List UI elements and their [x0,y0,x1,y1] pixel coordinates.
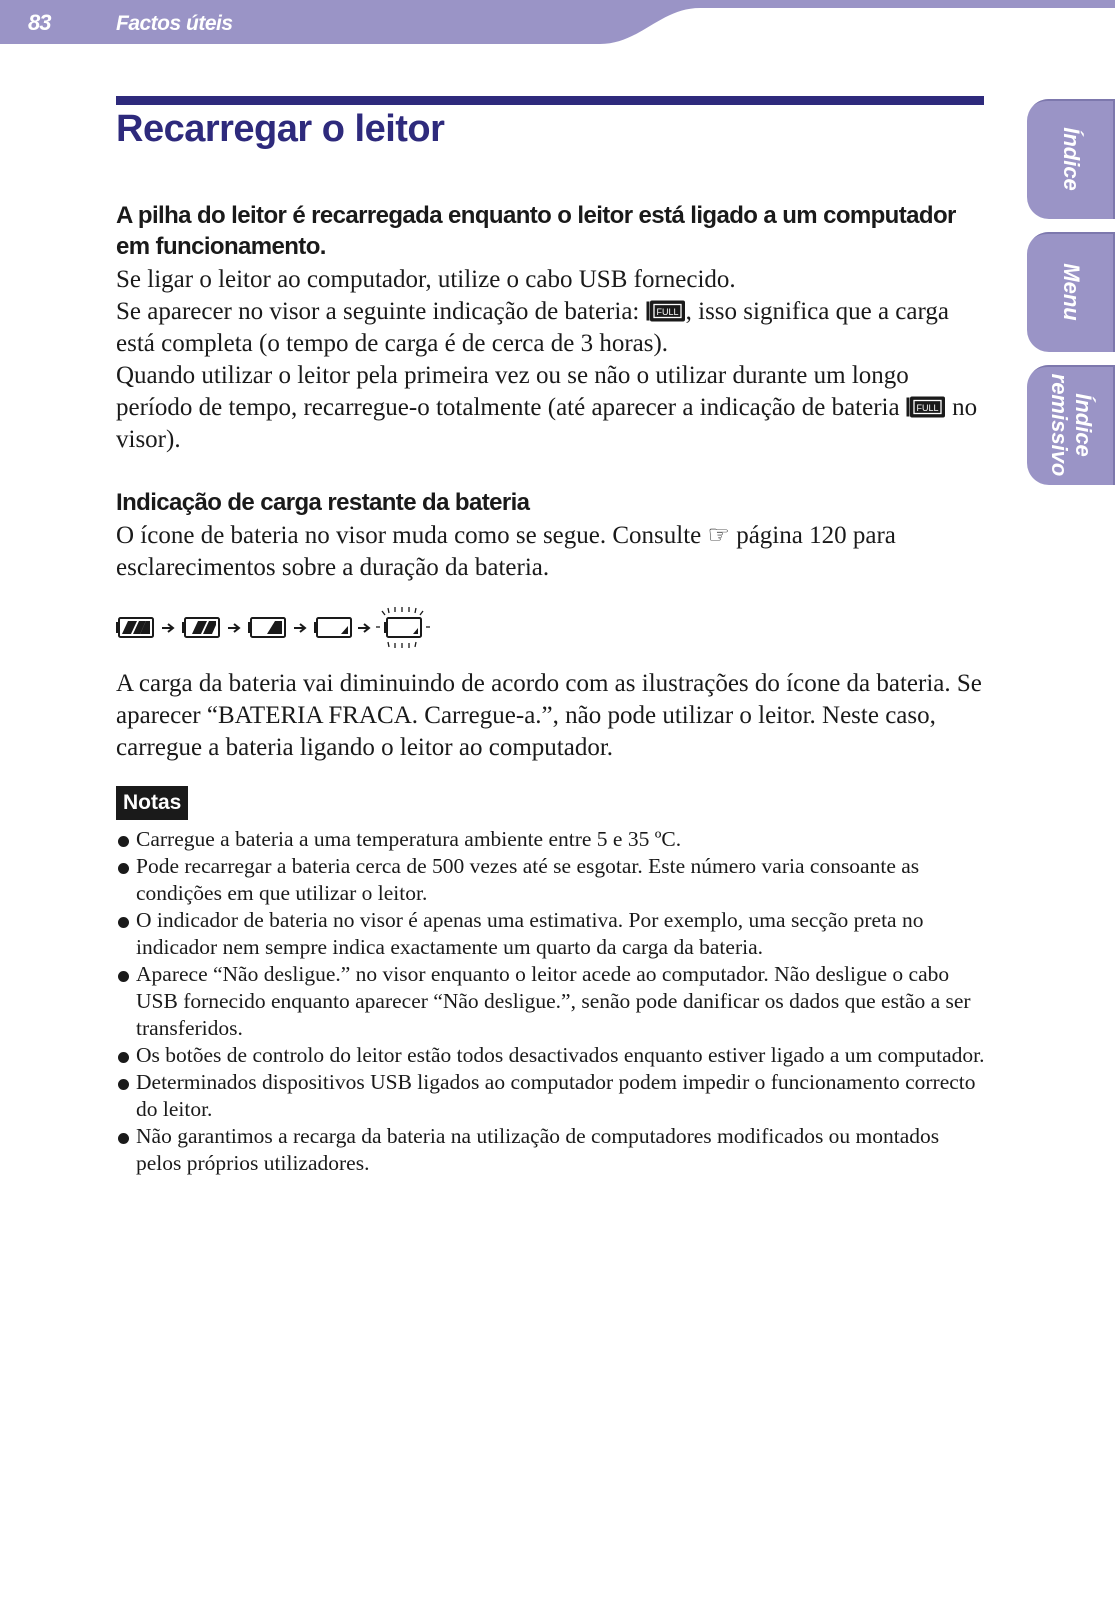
battery-p1-before: O ícone de bateria no visor muda como se segue. Consulte [116,522,708,549]
intro-p3-before: Quando utilizar o leitor pela primeira vez ou se não o utilizar durante um longo período de tempo, recarregue-o totalmente (até aparecer a indicação de bateria [116,362,909,421]
battery-empty-flashing-icon [376,607,430,648]
list-item: Carregue a bateria a uma temperatura ambiente entre 5 e 35 ºC. [116,826,986,853]
battery-section-paragraph-2: A carga da bateria vai diminuindo de acordo com as ilustrações do ícone da bateria. Se aparecer “BATERIA FRACA. Carregue-a.”, não pode utilizar o leitor. Neste caso, carregue a bateria ligando o leitor ao computador. [116,670,982,761]
battery-full-icon [646,300,686,322]
arrow-icon [358,624,369,632]
tab-menu[interactable] [1027,232,1115,352]
notes-badge: Notas [116,786,188,820]
main-content [116,200,986,1177]
tab-indice-remissivo[interactable] [1027,365,1115,485]
page-title: Recarregar o leitor [116,108,445,150]
intro-p3-after: no visor). [116,394,978,453]
list-item: Determinados dispositivos USB ligados ao computador podem impedir o funcionamento correcto do leitor. [116,1069,986,1123]
list-item: Aparece “Não desligue.” no visor enquanto o leitor acede ao computador. Não desligue o cabo USB fornecido enquanto aparecer “Não desligue.”, senão pode danificar os dados que estão a ser transferidos. [116,961,986,1042]
tab-menu-label: Menu [1059,263,1084,321]
battery-level-icons [116,606,436,650]
battery-level-low-icon [314,618,351,637]
tab-remissivo-label [1047,374,1095,477]
battery-section-heading: Indicação de carga restante da bateria [116,489,530,516]
arrow-icon [228,624,239,632]
tab-remissivo-line1: Índice [1071,393,1096,457]
battery-full-text: FULL [656,307,679,317]
battery-section-paragraph-1 [116,520,986,584]
list-item: Os botões de controlo do leitor estão todos desactivados enquanto estiver ligado a um computador. [116,1042,986,1069]
intro-paragraph-3 [116,360,986,456]
section-title: Factos úteis [116,12,233,35]
intro-p2-after: , isso significa que a carga está completa (o tempo de carga é de cerca de 3 horas). [116,298,949,357]
battery-level-3-icon [116,618,153,637]
intro-p2-before: Se aparecer no visor a seguinte indicação de bateria: [116,298,646,325]
battery-full-text: FULL [916,403,939,413]
intro-lead: A pilha do leitor é recarregada enquanto o leitor está ligado a um computador em funcionamento. [116,202,956,260]
reference-hand-icon: ☞ [707,522,730,549]
battery-level-2-icon [182,618,219,637]
list-item: Não garantimos a recarga da bateria na utilização de computadores modificados ou montados pelos próprios utilizadores. [116,1123,986,1177]
tab-remissivo-line2: remissivo [1047,373,1072,477]
battery-level-sequence [116,606,986,650]
battery-p1-after: página 120 para esclarecimentos sobre a duração da bateria. [116,522,896,581]
notes-list [116,826,986,1177]
arrow-icon [162,624,173,632]
list-item: O indicador de bateria no visor é apenas uma estimativa. Por exemplo, uma secção preta no indicador nem sempre indica exactamente um quarto da carga da bateria. [116,907,986,961]
page-header [0,0,1115,47]
tab-indice-label: Índice [1059,127,1084,191]
intro-paragraph-1: Se ligar o leitor ao computador, utilize o cabo USB fornecido. [116,266,736,293]
arrow-icon [294,624,305,632]
battery-full-icon [906,396,946,418]
page-number: 83 [28,10,51,35]
list-item: Pode recarregar a bateria cerca de 500 vezes até se esgotar. Este número varia consoante as condições em que utilizar o leitor. [116,853,986,907]
intro-paragraph-2 [116,296,986,360]
battery-level-1-icon [248,618,285,637]
tab-indice[interactable] [1027,99,1115,219]
title-rule [116,96,984,105]
